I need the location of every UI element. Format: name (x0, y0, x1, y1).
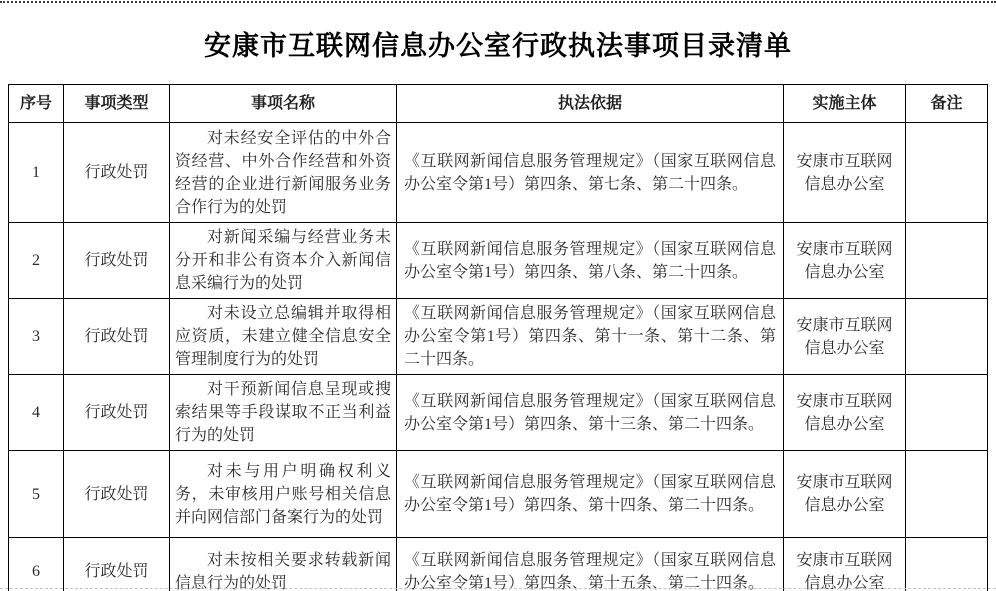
cell-type: 行政处罚 (64, 299, 170, 375)
cell-no: 5 (9, 451, 64, 538)
cell-name (170, 123, 397, 223)
col-header-no: 序号 (9, 85, 64, 123)
table-row (9, 451, 988, 538)
legal-basis-text: 《互联网新闻信息服务管理规定》（国家互联网信息办公室令第1号）第四条、第八条、第二十四条。 (404, 240, 776, 281)
cell-no: 1 (9, 123, 64, 223)
cell-no: 4 (9, 375, 64, 451)
legal-basis-text: 《互联网新闻信息服务管理规定》（国家互联网信息办公室令第1号）第四条、第十一条、第十二条、第二十四条。 (404, 305, 776, 368)
col-header-note: 备注 (906, 85, 988, 123)
cell-basis (397, 375, 784, 451)
cell-no: 6 (9, 538, 64, 591)
item-name-text: 对未按相关要求转载新闻信息行为的处罚 (175, 551, 391, 591)
item-name-text: 对未经安全评估的中外合资经营、中外合作经营和外资经营的企业进行新闻服务业务合作行为的处罚 (175, 129, 391, 216)
col-header-name: 事项名称 (170, 85, 397, 123)
cell-type: 行政处罚 (64, 123, 170, 223)
cell-subject: 安康市互联网信息办公室 (784, 123, 906, 223)
cell-basis (397, 451, 784, 538)
cell-note (906, 375, 988, 451)
table-header-row (9, 85, 988, 123)
cell-no: 2 (9, 223, 64, 299)
cell-note (906, 223, 988, 299)
legal-basis-text: 《互联网新闻信息服务管理规定》（国家互联网信息办公室令第1号）第四条、第十五条、第二十四条。 (404, 551, 776, 591)
cell-type: 行政处罚 (64, 451, 170, 538)
cell-subject: 安康市互联网信息办公室 (784, 223, 906, 299)
cell-subject: 安康市互联网信息办公室 (784, 375, 906, 451)
item-name-text: 对未设立总编辑并取得相应资质，未建立健全信息安全管理制度行为的处罚 (175, 305, 391, 368)
cell-name (170, 375, 397, 451)
cell-note (906, 538, 988, 591)
legal-basis-text: 《互联网新闻信息服务管理规定》（国家互联网信息办公室令第1号）第四条、第十四条、第二十四条。 (404, 474, 776, 514)
cell-basis (397, 538, 784, 591)
legal-basis-text: 《互联网新闻信息服务管理规定》（国家互联网信息办公室令第1号）第四条、第十三条、第二十四条。 (404, 392, 776, 433)
cell-note (906, 299, 988, 375)
cell-subject: 安康市互联网信息办公室 (784, 451, 906, 538)
table-row (9, 375, 988, 451)
cell-type: 行政处罚 (64, 223, 170, 299)
cell-basis (397, 223, 784, 299)
cell-name (170, 299, 397, 375)
col-header-subject: 实施主体 (784, 85, 906, 123)
cell-type: 行政处罚 (64, 375, 170, 451)
cell-note (906, 451, 988, 538)
cell-basis (397, 299, 784, 375)
cell-subject: 安康市互联网信息办公室 (784, 538, 906, 591)
page-top-dotted-edge (0, 1, 996, 3)
page-bottom-dashed-edge (0, 588, 996, 589)
document-title: 安康市互联网信息办公室行政执法事项目录清单 (204, 31, 792, 61)
item-name-text: 对未与用户明确权利义务，未审核用户账号相关信息并向网信部门备案行为的处罚 (175, 462, 391, 526)
table-row (9, 123, 988, 223)
cell-name (170, 223, 397, 299)
cell-type: 行政处罚 (64, 538, 170, 591)
legal-basis-text: 《互联网新闻信息服务管理规定》（国家互联网信息办公室令第1号）第四条、第七条、第二十四条。 (404, 152, 776, 193)
cell-name (170, 451, 397, 538)
cell-subject: 安康市互联网信息办公室 (784, 299, 906, 375)
col-header-basis: 执法依据 (397, 85, 784, 123)
table-row (9, 299, 988, 375)
table-row (9, 223, 988, 299)
item-name-text: 对干预新闻信息呈现或搜索结果等手段谋取不正当利益行为的处罚 (175, 381, 391, 444)
cell-no: 3 (9, 299, 64, 375)
cell-note (906, 123, 988, 223)
enforcement-items-table (8, 84, 988, 591)
cell-name (170, 538, 397, 591)
cell-basis (397, 123, 784, 223)
item-name-text: 对新闻采编与经营业务未分开和非公有资本介入新闻信息采编行为的处罚 (175, 229, 391, 292)
col-header-type: 事项类型 (64, 85, 170, 123)
table-row (9, 538, 988, 591)
